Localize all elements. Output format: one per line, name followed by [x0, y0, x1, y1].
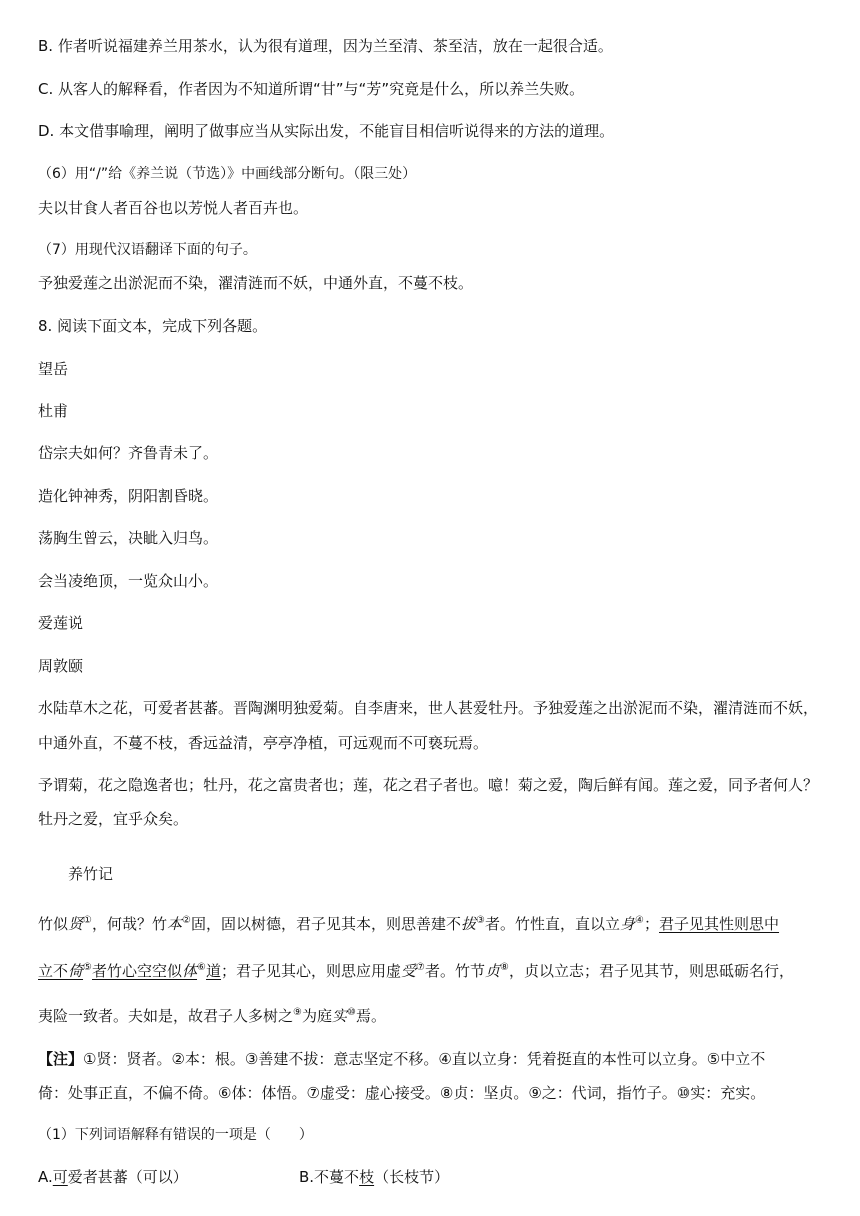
essay-paragraph-2-line: 予谓菊，花之隐逸者也；牡丹，花之富贵者也；莲，花之君子者也。噫！菊之爱，陶后鲜有闻。莲之爱，同予者何人？	[38, 776, 819, 794]
underlined-segment: 君子见其性则思中	[659, 915, 780, 933]
poem-line: 荡胸生曾云，决眦入归鸟。	[38, 529, 219, 547]
poem-line: 岱宗夫如何？齐鲁青未了。	[38, 444, 219, 462]
question-8: 8. 阅读下面文本，完成下列各题。	[38, 317, 268, 335]
essay-title: 爱莲说	[38, 614, 84, 632]
poem-line: 会当凌绝顶，一览众山小。	[38, 572, 219, 590]
question-6-text: 夫以甘食人者百谷也以芳悦人者百卉也。	[38, 199, 309, 217]
poem-author: 杜甫	[38, 402, 69, 420]
bamboo-title: 养竹记	[68, 865, 114, 883]
answer-option-b: B.不蔓不枝（长枝节）	[299, 1168, 450, 1186]
notes-line-2: 倚：处事正直，不偏不倚。⑥体：体悟。⑦虚受：虚心接受。⑧贞：坚贞。⑨之：代词，指竹子。⑩实：充实。	[38, 1084, 766, 1102]
bamboo-line-1: 竹似贤①，何哉？竹本②固，固以树德，君子见其本，则思善建不拔③者。竹性直，直以立身④；君子见其性则思中	[38, 915, 780, 933]
option-b: B. 作者听说福建养兰用茶水，认为很有道理，因为兰至清、茶至洁，放在一起很合适。	[38, 37, 613, 55]
question-1: （1）下列词语解释有错误的一项是（ ）	[38, 1127, 313, 1143]
bamboo-line-2: 立不倚⑤者竹心空空似体⑥道；君子见其心，则思应用虚受⑦者。竹节贞⑧，贞以立志；君子见其节，则思砥砺名行，	[38, 962, 795, 980]
bamboo-line-3: 夷险一致者。夫如是，故君子人多树之⑨为庭实⑩焉。	[38, 1007, 386, 1025]
essay-paragraph-2-line: 牡丹之爱，宜乎众矣。	[38, 810, 189, 828]
essay-paragraph-1-line: 水陆草木之花，可爱者甚蕃。晋陶渊明独爱菊。自李唐来，世人甚爱牡丹。予独爱莲之出淤泥而不染，濯清涟而不妖，	[38, 699, 819, 717]
question-7: （7）用现代汉语翻译下面的句子。	[38, 242, 257, 258]
question-6: （6）用“/”给《养兰说（节选）》中画线部分断句。（限三处）	[38, 166, 417, 182]
option-c: C. 从客人的解释看，作者因为不知道所谓“甘”与“芳”究竟是什么，所以养兰失败。	[38, 80, 585, 98]
essay-author: 周敦颐	[38, 657, 84, 675]
underlined-segment: 立不	[38, 962, 69, 980]
poem-title: 望岳	[38, 360, 69, 378]
question-7-text: 予独爱莲之出淤泥而不染，濯清涟而不妖，中通外直，不蔓不枝。	[38, 274, 474, 292]
option-d: D. 本文借事喻理，阐明了做事应当从实际出发，不能盲目相信听说得来的方法的道理。	[38, 122, 615, 140]
essay-paragraph-1-line: 中通外直，不蔓不枝，香远益清，亭亭净植，可远观而不可亵玩焉。	[38, 734, 489, 752]
notes-line-1: 【注】①贤：贤者。②本：根。③善建不拔：意志坚定不移。④直以立身：凭着挺直的本性可以立身。⑤中立不	[38, 1050, 766, 1068]
answer-option-a: A.可爱者甚蕃（可以）	[38, 1168, 188, 1186]
poem-line: 造化钟神秀，阴阳割昏晓。	[38, 487, 219, 505]
